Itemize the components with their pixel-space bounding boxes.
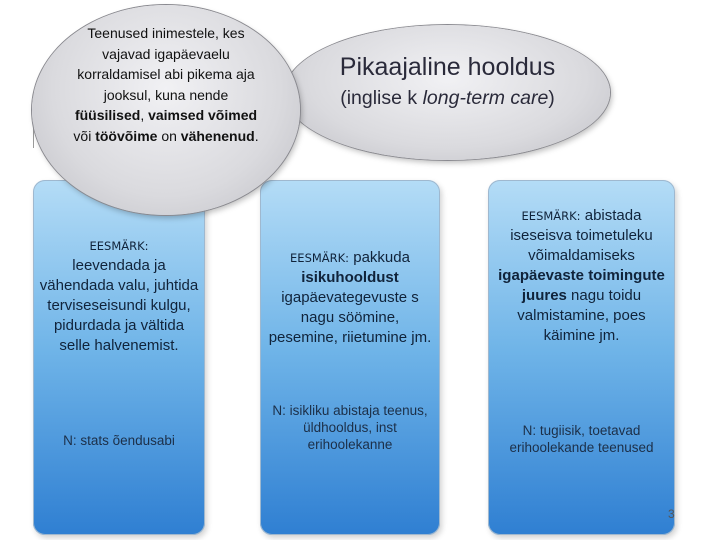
panel-right-goal-post: nagu toidu valmistamine, poes käimine jm. (517, 287, 646, 344)
panel-middle-goal (266, 248, 434, 348)
definition-bold-mental: vaimsed võimed (148, 107, 258, 123)
definition-part4: on (157, 127, 181, 144)
definition-part1: Teenused inimestele, kes vajavad igapäevaelu korraldamisel abi pikema aja jooksul, kuna nende (77, 25, 255, 103)
panel-right-goal-bold: igapäevaste toimingute juures (498, 267, 665, 304)
panel-middle-goal-label: EESMÄRK: (290, 251, 350, 265)
subtitle-prefix: (inglise k (340, 87, 423, 109)
panel-left-goal (39, 236, 199, 356)
subtitle-suffix: ) (548, 87, 555, 109)
definition-text (72, 23, 260, 146)
definition-part3: või (73, 127, 96, 144)
panel-right-goal (494, 206, 669, 346)
panel-right (488, 180, 675, 535)
panel-middle (260, 180, 440, 535)
panel-right-goal-pre: abistada iseseisva toimetuleku võimaldamiseks (510, 207, 653, 264)
page-title: Pikaajaline hooldus (339, 53, 556, 81)
definition-bold-reduced: vähenenud (180, 127, 255, 144)
definition-part5: . (254, 127, 259, 144)
definition-bold-workability: töövõime (95, 127, 158, 144)
page-number: 3 (668, 507, 675, 521)
definition-bold-physical: füüsilised (74, 107, 141, 123)
page-subtitle (285, 87, 610, 110)
panel-middle-goal-bold: isikuhooldust (301, 269, 399, 286)
panel-left-note: N: stats õendusabi (63, 433, 175, 448)
definition-bubble (32, 5, 300, 215)
panel-left-goal-label: EESMÄRK: (89, 239, 149, 253)
panel-left-goal-text: leevendada ja vähendada valu, juhtida terviseseisundi kulgu, pidurdada ja vältida selle halvenemist. (39, 257, 199, 354)
subtitle-term: long-term care (422, 87, 549, 109)
definition-part2: , (140, 107, 149, 123)
panel-middle-note: N: isikliku abistaja teenus, üldhooldus, inst erihoolekanne (272, 403, 428, 452)
panel-middle-goal-post: igapäevategevuste s nagu söömine, pesemine, riietumine jm. (268, 289, 432, 346)
panel-right-goal-label: EESMÄRK: (521, 209, 581, 223)
panel-right-note: N: tugiisik, toetavad erihoolekande teenused (509, 423, 654, 455)
panel-left (33, 180, 205, 535)
title-bubble (285, 25, 610, 160)
panel-middle-goal-pre: pakkuda (349, 249, 410, 266)
